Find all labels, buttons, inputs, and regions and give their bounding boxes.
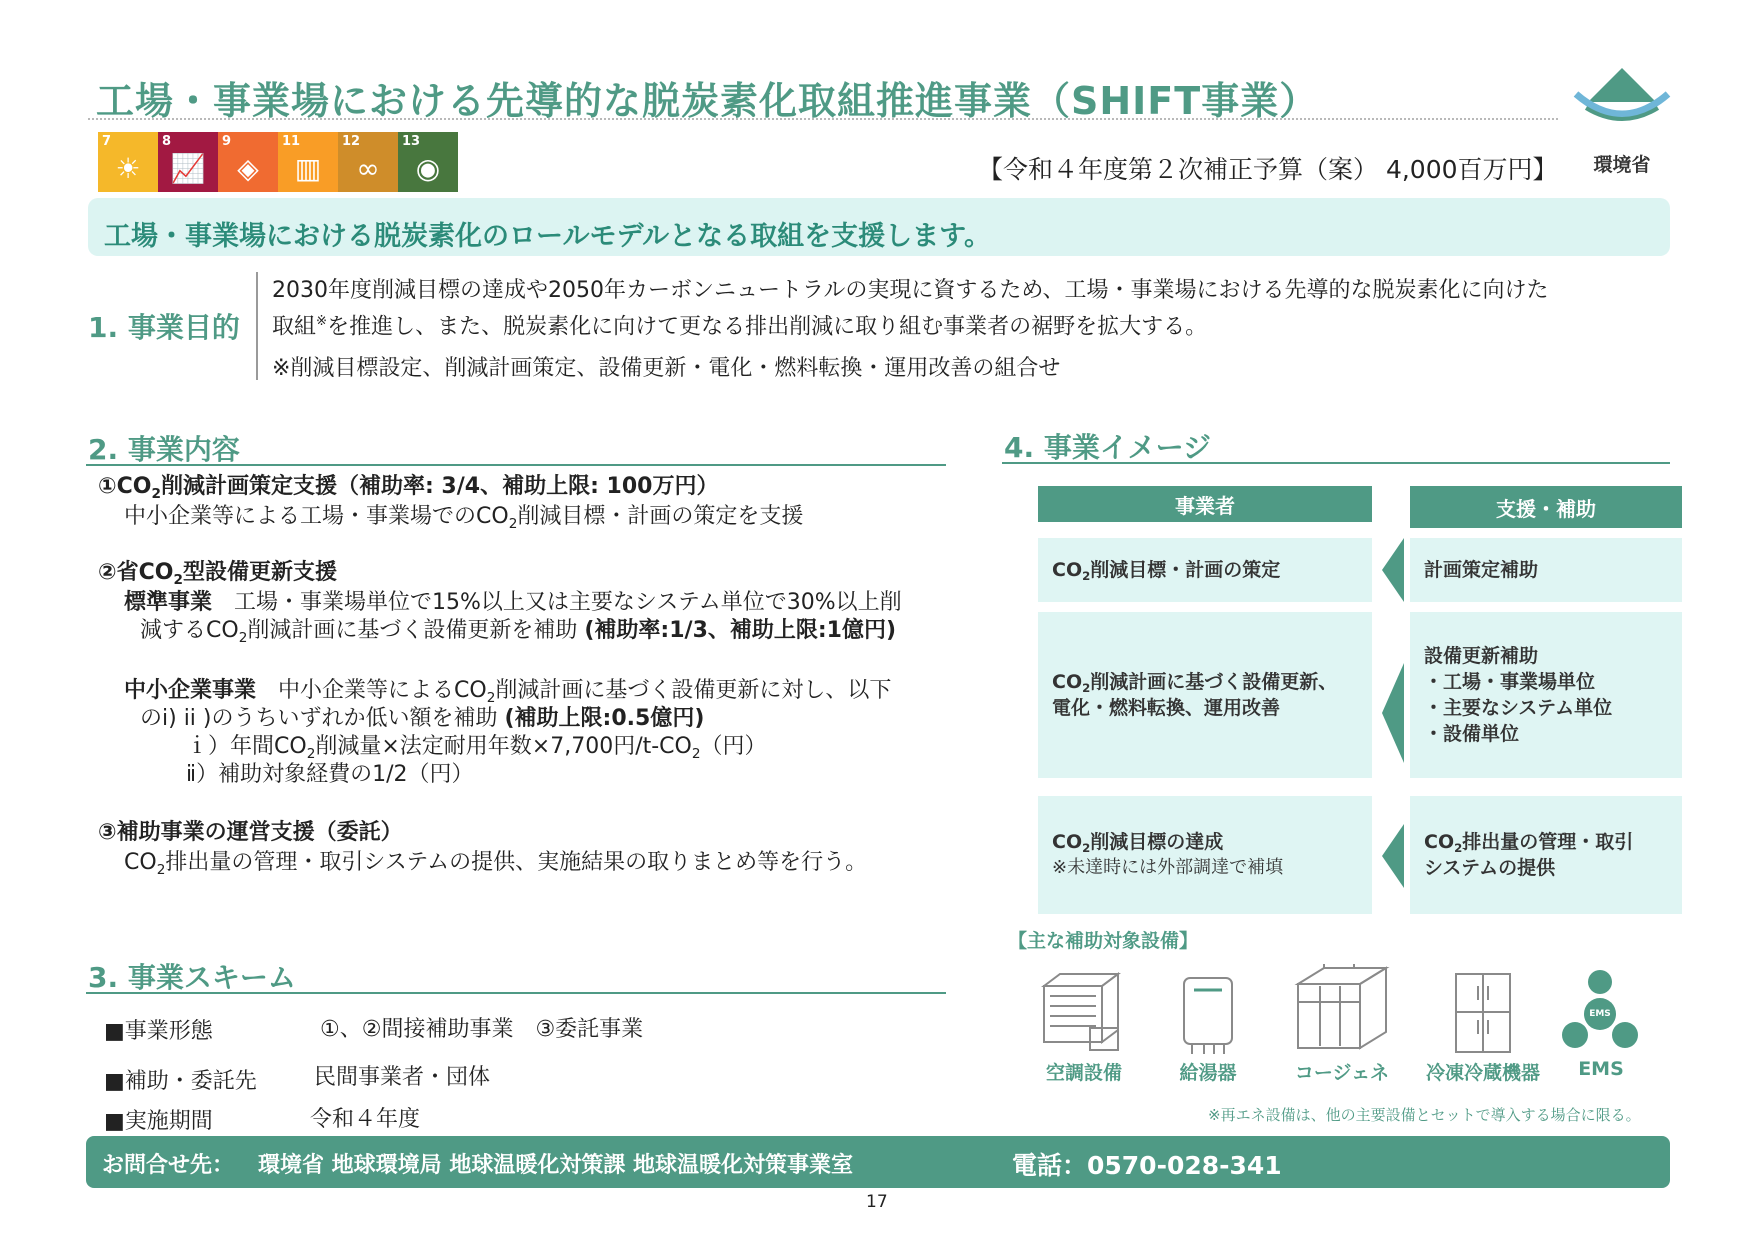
equipment-title: 【主な補助対象設備】 bbox=[1008, 930, 1199, 952]
infinity-icon: ∞ bbox=[356, 152, 380, 185]
subscript: 2 bbox=[508, 515, 518, 532]
cogeneration-icon bbox=[1294, 962, 1390, 1052]
section2-divider bbox=[86, 464, 946, 466]
cell-text-part: CO bbox=[1052, 558, 1083, 581]
subscript: 2 bbox=[1454, 840, 1463, 855]
banner-text: 工場・事業場における脱炭素化のロールモデルとなる取組を支援します。 bbox=[104, 221, 991, 252]
sdg-goal-number: 8 bbox=[162, 134, 172, 149]
column-header-support: 支援・補助 bbox=[1410, 486, 1682, 528]
page-number: 17 bbox=[866, 1192, 888, 1212]
subscript: 2 bbox=[691, 745, 701, 762]
eye-earth-icon: ◉ bbox=[415, 152, 441, 185]
section3-heading: 3. 事業スキーム bbox=[88, 961, 296, 994]
support-cell-system-line1 bbox=[1424, 829, 1682, 855]
page-title: 工場・事業場における先導的な脱炭素化取組推進事業（SHIFT事業） bbox=[96, 79, 1319, 123]
sdg-goal-12-icon bbox=[338, 132, 398, 192]
sdg-goal-9-icon bbox=[218, 132, 278, 192]
sdg-goal-7-icon bbox=[98, 132, 158, 192]
sdg-goal-number: 13 bbox=[402, 134, 421, 149]
arrow-left-icon bbox=[1382, 663, 1404, 763]
section1-divider bbox=[256, 272, 258, 380]
air-conditioner-icon bbox=[1038, 972, 1126, 1056]
sdg-goal-number: 11 bbox=[282, 134, 301, 149]
sme-line2-text: のi) ii )のうちいずれか低い額を補助 bbox=[140, 706, 498, 731]
sme-option-i bbox=[186, 734, 767, 760]
item1-title-part: 削減計画策定支援（補助率: 3/4、補助上限: 100万円） bbox=[160, 474, 719, 499]
equipment-label-water-heater: 給湯器 bbox=[1179, 1062, 1237, 1084]
ministry-logo bbox=[1568, 64, 1676, 174]
standard-rate: (補助率:1/3、補助上限:1億円) bbox=[584, 618, 897, 643]
sdg-goal-number: 7 bbox=[102, 134, 112, 149]
scheme-label-period: ■実施期間 bbox=[104, 1109, 213, 1134]
arrow-left-icon bbox=[1382, 538, 1404, 602]
column-header-business: 事業者 bbox=[1038, 486, 1372, 522]
cell-text-part: CO bbox=[1052, 831, 1083, 854]
sme-rate: (補助上限:0.5億円) bbox=[504, 706, 705, 731]
equipment-label-aircon: 空調設備 bbox=[1045, 1062, 1122, 1084]
section1-line1: 2030年度削減目標の達成や2050年カーボンニュートラルの実現に資するため、工場・事業場における先導的な脱炭素化に向けた bbox=[272, 278, 1549, 303]
cell-text-part: 削減目標・計画の策定 bbox=[1090, 558, 1281, 581]
subscript: 2 bbox=[1082, 569, 1091, 583]
section3-divider bbox=[86, 992, 946, 994]
section1-note: ※削減目標設定、削減計画策定、設備更新・電化・燃料転換・運用改善の組合せ bbox=[272, 356, 1061, 381]
sdg-goal-13-icon bbox=[398, 132, 458, 192]
section1-line2-part: を推進し、また、脱炭素化に向けて更なる排出削減に取り組む事業者の裾野を拡大する。 bbox=[327, 314, 1208, 340]
city-icon: ▥ bbox=[294, 152, 322, 185]
sme-option-i-part: （円） bbox=[700, 734, 767, 759]
ems-node-right bbox=[1612, 1022, 1638, 1048]
water-heater-icon bbox=[1180, 976, 1236, 1056]
section1-line2-part: 取組 bbox=[272, 314, 317, 340]
item3-desc-part: CO bbox=[124, 850, 157, 875]
item1-desc-part: 中小企業等による工場・事業場でのCO bbox=[124, 504, 509, 529]
subscript: 2 bbox=[1082, 680, 1091, 695]
standard-line2-part: 減するCO bbox=[140, 618, 239, 643]
scheme-value-period: 令和４年度 bbox=[310, 1107, 421, 1132]
section4-divider bbox=[1002, 462, 1670, 464]
support-cell-system-line2: システムの提供 bbox=[1424, 857, 1556, 879]
equipment-note: ※再エネ設備は、他の主要設備とセットで導入する場合に限る。 bbox=[1208, 1106, 1641, 1124]
support-cell-equipment-item: ・設備単位 bbox=[1424, 723, 1520, 746]
contact-phone: 電話：0570-028-341 bbox=[1012, 1151, 1282, 1180]
item2-title-part: 型設備更新支援 bbox=[182, 560, 337, 585]
sme-line1 bbox=[124, 678, 891, 704]
equipment-label-refrigeration: 冷凍冷蔵機器 bbox=[1425, 1062, 1540, 1084]
item1-title-part: ①CO bbox=[98, 474, 152, 499]
ministry-mountain-icon bbox=[1568, 64, 1676, 144]
sme-option-i-part: 削減量×法定耐用年数×7,700円/t-CO bbox=[315, 734, 692, 759]
scheme-value-type: ①、②間接補助事業 ③委託事業 bbox=[320, 1017, 644, 1042]
item2-title-part: ②省CO bbox=[98, 560, 174, 585]
refrigerator-icon bbox=[1454, 972, 1512, 1054]
ministry-name: 環境省 bbox=[1593, 154, 1651, 176]
scheme-label-type: ■事業形態 bbox=[104, 1019, 213, 1044]
ems-icon bbox=[1562, 968, 1638, 1058]
sdg-goal-8-icon bbox=[158, 132, 218, 192]
sme-option-i-part: ｉ）年間CO bbox=[186, 734, 307, 759]
sme-line1-part: 中小企業等によるCO bbox=[278, 678, 487, 703]
business-cell-equipment bbox=[1038, 612, 1372, 778]
standard-line2-part: 削減計画に基づく設備更新を補助 bbox=[247, 618, 578, 643]
subscript: 2 bbox=[173, 571, 183, 588]
support-cell-equipment-title: 設備更新補助 bbox=[1424, 644, 1539, 667]
subscript: 2 bbox=[306, 745, 316, 762]
standard-line1-text: 工場・事業場単位で15%以上又は主要なシステム単位で30%以上削 bbox=[234, 590, 902, 615]
subscript: 2 bbox=[1082, 841, 1091, 856]
subscript: 2 bbox=[486, 689, 496, 706]
business-cell-plan-text bbox=[1052, 557, 1372, 583]
business-cell-achievement-note: ※未達時には外部調達で補填 bbox=[1052, 856, 1284, 878]
standard-label: 標準事業 bbox=[124, 590, 213, 615]
sdg-goal-11-icon bbox=[278, 132, 338, 192]
sdg-icons bbox=[98, 132, 458, 192]
standard-line2 bbox=[140, 618, 896, 644]
item3-title: ③補助事業の運営支援（委託） bbox=[98, 820, 403, 845]
support-cell-plan bbox=[1410, 538, 1682, 602]
scheme-value-recipient: 民間事業者・団体 bbox=[314, 1065, 491, 1090]
cell-text-part: CO bbox=[1424, 830, 1455, 853]
business-cell-achievement bbox=[1038, 796, 1372, 914]
section2-heading: 2. 事業内容 bbox=[88, 433, 240, 466]
equipment-label-ems: EMS bbox=[1578, 1058, 1624, 1080]
cubes-icon: ◈ bbox=[237, 152, 259, 185]
ems-badge: EMS bbox=[1584, 998, 1616, 1030]
cell-text-part: 削減計画に基づく設備更新、 bbox=[1090, 670, 1338, 693]
sun-icon: ☀ bbox=[115, 152, 141, 185]
budget-text: 【令和４年度第２次補正予算（案） 4,000百万円】 bbox=[978, 155, 1558, 184]
ems-node-left bbox=[1562, 1022, 1588, 1048]
sme-line1-part: 削減計画に基づく設備更新に対し、以下 bbox=[495, 678, 892, 703]
contact-label: お問合せ先： bbox=[102, 1153, 235, 1178]
business-cell-plan bbox=[1038, 538, 1372, 602]
subscript: 2 bbox=[156, 861, 166, 878]
sme-option-ii: ⅱ）補助対象経費の1/2（円） bbox=[186, 762, 474, 787]
section1-heading: 1. 事業目的 bbox=[88, 311, 240, 344]
section4-heading: 4. 事業イメージ bbox=[1004, 431, 1212, 464]
support-cell-equipment-item: ・工場・事業場単位 bbox=[1424, 670, 1596, 693]
equipment-label-cogeneration: コージェネ bbox=[1294, 1062, 1390, 1084]
title-divider bbox=[88, 118, 1558, 120]
business-cell-achievement-text bbox=[1052, 829, 1372, 855]
item3-desc bbox=[124, 850, 867, 876]
ems-node-top bbox=[1588, 970, 1612, 994]
item1-desc bbox=[124, 504, 803, 530]
sdg-goal-number: 9 bbox=[222, 134, 232, 149]
standard-line1 bbox=[124, 590, 902, 616]
growth-chart-icon: 📈 bbox=[170, 152, 206, 185]
sme-line2 bbox=[140, 706, 704, 732]
contact-organization: 環境省 地球環境局 地球温暖化対策課 地球温暖化対策事業室 bbox=[258, 1153, 853, 1178]
sdg-goal-number: 12 bbox=[342, 134, 361, 149]
business-cell-equipment-line1 bbox=[1052, 669, 1372, 695]
arrow-left-icon bbox=[1382, 824, 1404, 888]
cell-text-part: 排出量の管理・取引 bbox=[1462, 830, 1634, 853]
item1-desc-part: 削減目標・計画の策定を支援 bbox=[517, 504, 804, 529]
support-cell-system bbox=[1410, 796, 1682, 914]
footnote-mark: ※ bbox=[316, 314, 328, 329]
subscript: 2 bbox=[238, 629, 248, 646]
cell-text-part: CO bbox=[1052, 670, 1083, 693]
support-cell-plan-text: 計画策定補助 bbox=[1424, 558, 1539, 581]
item1-title bbox=[98, 474, 718, 500]
support-cell-equipment-item: ・主要なシステム単位 bbox=[1424, 697, 1613, 719]
item3-desc-part: 排出量の管理・取引システムの提供、実施結果の取りまとめ等を行う。 bbox=[165, 850, 868, 875]
support-cell-equipment bbox=[1410, 612, 1682, 778]
item2-title bbox=[98, 560, 337, 586]
sme-label: 中小企業事業 bbox=[124, 678, 257, 703]
section1-line2 bbox=[272, 314, 1207, 341]
cell-text-part: 削減目標の達成 bbox=[1090, 831, 1224, 854]
subscript: 2 bbox=[151, 485, 161, 502]
scheme-label-recipient: ■補助・委託先 bbox=[104, 1069, 257, 1094]
business-cell-equipment-line2: 電化・燃料転換、運用改善 bbox=[1052, 697, 1281, 719]
